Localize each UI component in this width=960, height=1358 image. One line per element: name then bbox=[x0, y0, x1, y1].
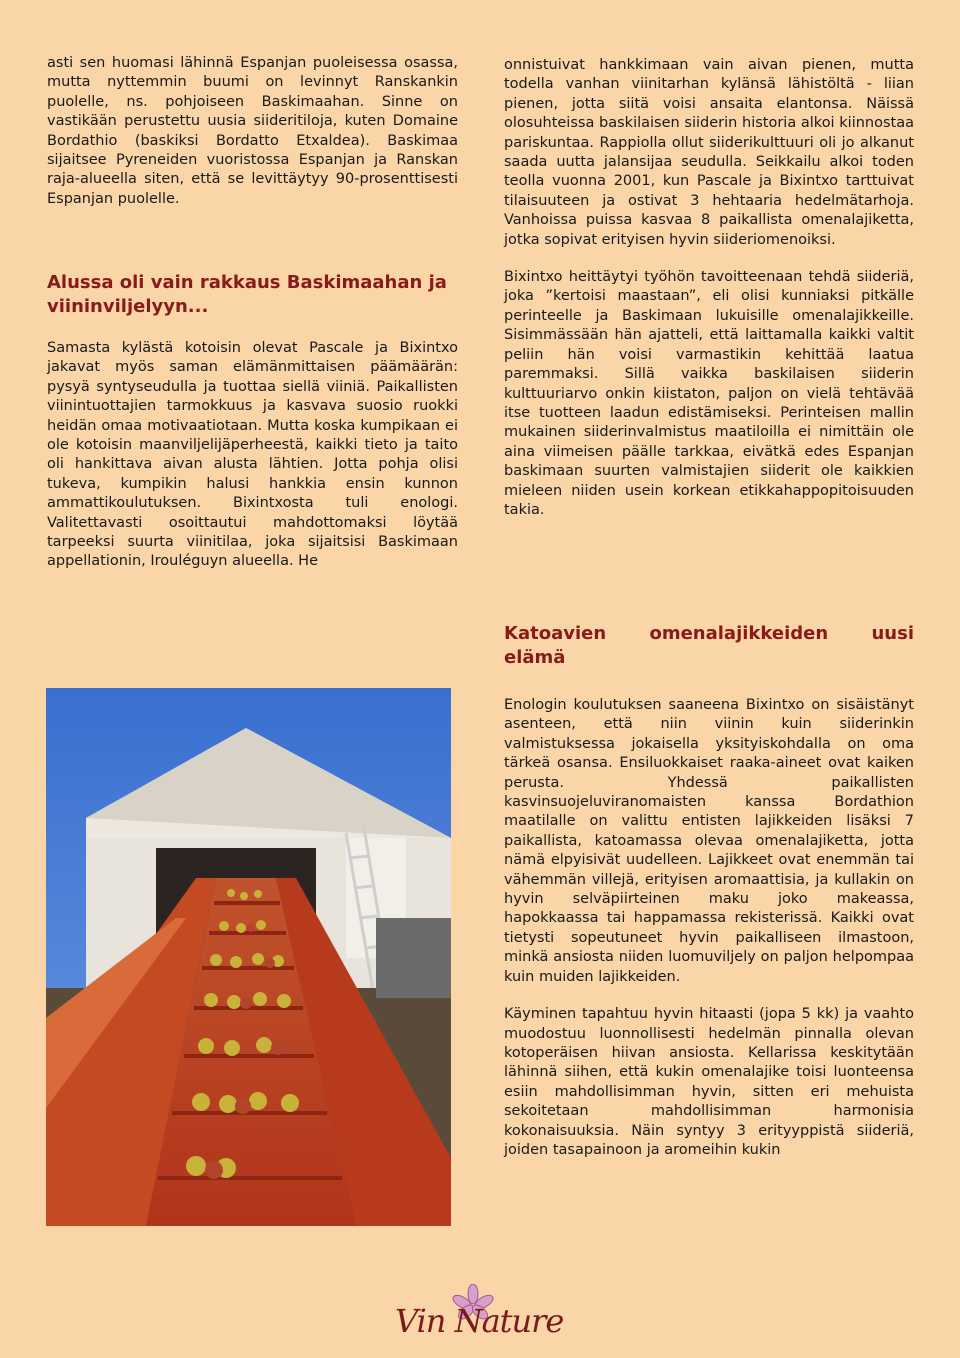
left-paragraph-2: Samasta kylästä kotoisin olevat Pascale ja Bixintxo jakavat myös saman elämänmittaisen päämäärän: pysyä syntyseudulla ja tuottaa siellä viiniä. Paikallisten viinintuottajien tarmokkuus ja kasvava suosio ruokki heidän omaa motivaatiotaan. Mutta koska kumpikaan ei ole kotoisin maanviljelijäperheestä, kaikki tieto ja taito oli hankittava aivan alusta lähtien. Jotta pohja olisi tukeva, kumpikin halusi hankkia ensin kunnon ammattikoulutuksen. Bixintxosta tuli enologi. Valitettavasti osoittautui mahdottomaksi löytää tarpeeksi suurta viinitilaa, joka sijaitsisi Baskimaan appellationin, Irouléguyn alueella. He bbox=[47, 340, 458, 570]
section-heading-2: Katoavien omenalajikkeiden uusi elämä bbox=[504, 623, 914, 668]
left-column-middle bbox=[47, 339, 458, 590]
left-paragraph-1: asti sen huomasi lähinnä Espanjan puoleisessa osassa, mutta nyttemmin buumi on levinnyt Ranskankin puolelle, ns. pohjoiseen Baskimaahan. Sinne on vastikään perustettu uusia siideritiloja, kuten Domaine Bordathio (baskiksi Bordatto Etxaldea). Baskimaa sijaitsee Pyreneiden vuoristossa Espanjan ja Ranskan raja-alueella siten, että se levittäytyy 90-prosenttisesti Espanjan puolelle. bbox=[47, 55, 458, 207]
right-paragraph-2: Bixintxo heittäytyi työhön tavoitteenaan tehdä siideriä, joka ”kertoisi maastaan”, eli olisi kunniaksi pitkälle perinteelle ja Baskimaan lukuisille omenalajikkeille. Sisimmässään hän ajatteli, että laittamalla kaikki valtit peliin hän voisi varmastikin kehittää laatua paremmaksi. Sillä vaikka baskilaisen siiderin kulttuuriarvo onkin kiistaton, paljon on vielä tehtävää itse tuotteen laadun edistämiseksi. Perinteisen mallin mukainen siiderinvalmistus maatiloilla ei nimittäin ole aina viimeisen päälle tarkkaa, eivätkä edes Espanjan baskimaan suurten valmistajien siiderit ole kaikkien mieleen niiden usein korkean etikkahappopitoisuuden takia. bbox=[504, 269, 914, 518]
logo-text: Vin Nature bbox=[395, 1302, 564, 1340]
right-paragraph-1: onnistuivat hankkimaan vain aivan pienen, mutta todella vanhan viinitarhan kylänsä lähistöltä - liian pienen, jotta siitä voisi ansaita elantonsa. Näissä olosuhteissa baskilaisen siiderin historia alkoi kiinnostaa pariskuntaa. Rappiolla ollut siiderikulttuuri oli jo alkanut saada uutta jalansijaa seudulla. Seikkailu alkoi toden teolla vuonna 2001, kun Pascale ja Bixintxo tarttuivat tilaisuuteen ja ostivat 3 hehtaaria hedelmätarhoja. Vanhoissa puissa kasvaa 8 paikallista omenalajiketta, jotka sopivat erityisen hyvin siideriomenoiksi. bbox=[504, 57, 914, 248]
right-paragraph-4: Käyminen tapahtuu hyvin hitaasti (jopa 5 kk) ja vaahto muodostuu luonnollisesti hedelmän pinnalla olevan kotoperäisen hiivan ansiosta. Kellarissa keskitytään lähinnä siihen, että kukin omenalajike toisi luonteensa esiin mahdollisimman hyvin, sitten eri mehuista sekoitetaan mahdollisimman harmonisia kokonaisuuksia. Näin syntyy 3 erityyppistä siideriä, joiden tasapainoon ja aromeihin kukin bbox=[504, 1006, 914, 1158]
apple-conveyor-photo bbox=[46, 688, 451, 1226]
left-column-top bbox=[47, 54, 458, 227]
vin-nature-logo bbox=[395, 1284, 575, 1346]
section-heading-1: Alussa oli vain rakkaus Baskimaahan ja viininviljelyyn... bbox=[47, 272, 447, 317]
right-column-top bbox=[504, 56, 914, 538]
right-paragraph-3: Enologin koulutuksen saaneena Bixintxo on sisäistänyt asenteen, että niin viinin kuin siiderinkin valmistuksessa jokaisella yksityiskohdalla on oma tärkeä osansa. Ensiluokkaiset raaka-aineet ovat kaiken perusta. Yhdessä paikallisten kasvinsuojeluviranomaisten kanssa Bordathion maatilalle on valittu entisten lajikkeiden lisäksi 7 paikallista, katoamassa olevaa omenalajiketta, jotta nämä elpyisivät uudelleen. Lajikkeet ovat enemmän tai vähemmän villejä, erityisen aromaattisia, ja kullakin on hyvin selväpiirteinen maku joko makeassa, hapokkaassa tai happamassa rekisterissä. Kaikki ovat tietysti sopeutuneet hyvin paikalliseen ilmastoon, minkä ansiosta niiden luomuviljely on paljon helpompaa kuin muiden lajikkeiden. bbox=[504, 697, 914, 985]
right-column-bottom bbox=[504, 622, 914, 1178]
